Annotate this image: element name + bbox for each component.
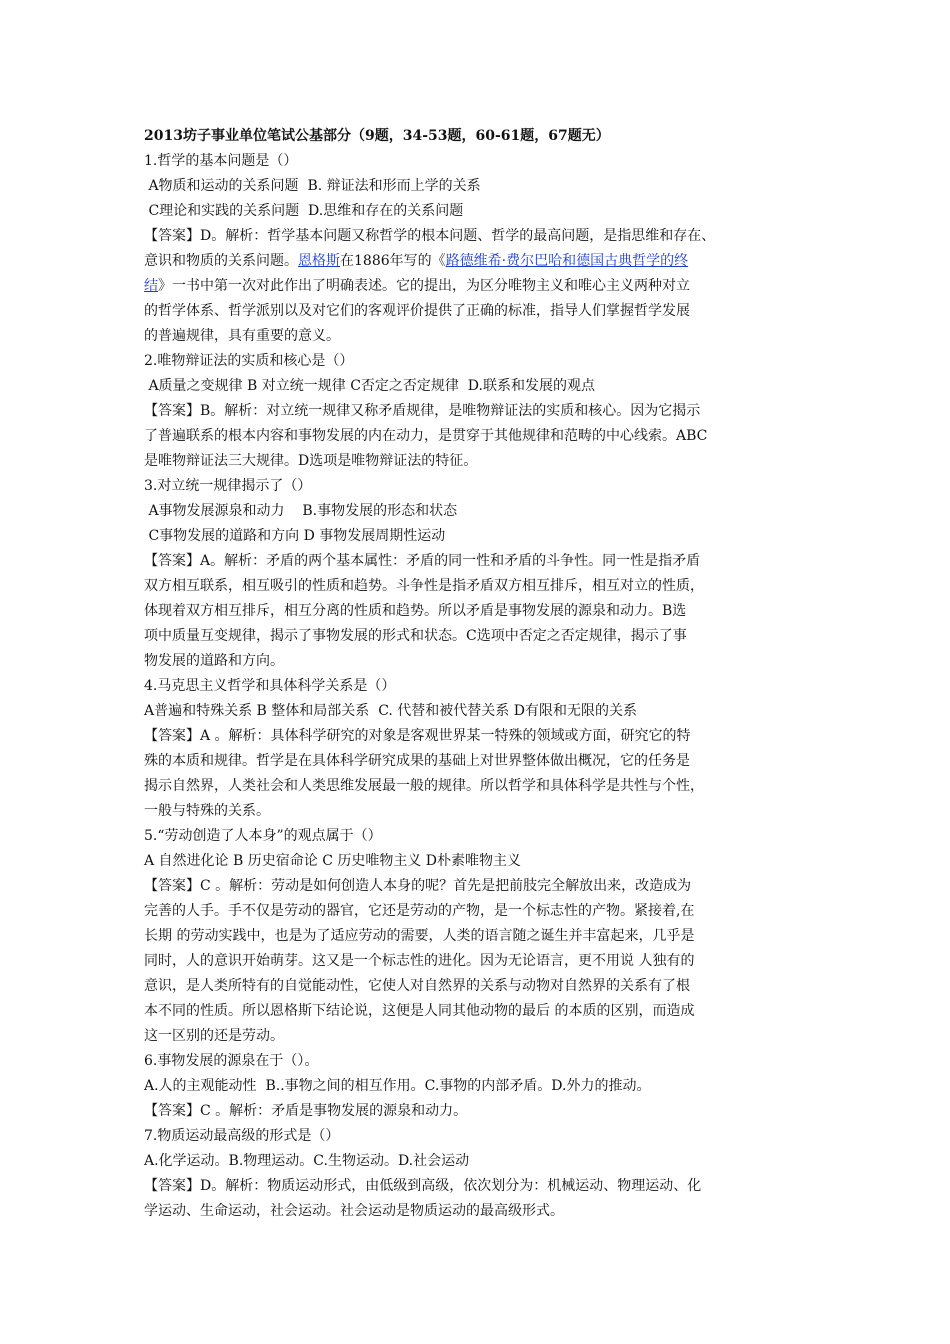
text-fragment: 》一书中第一次对此作出了明确表述。它的提出，为区分唯物主义和唯心主义两种对立 xyxy=(158,278,690,294)
question-6-options: A.人的主观能动性 B..事物之间的相互作用。C.事物的内部矛盾。D.外力的推动。 xyxy=(144,1078,651,1094)
question-1-stem: 1.哲学的基本问题是（） xyxy=(144,153,298,169)
question-1-answer: 【答案】D。解析：哲学基本问题又称哲学的根本问题、哲学的最高问题，是指思维和存在、 xyxy=(144,228,716,244)
question-5-stem: 5.“劳动创造了人本身”的观点属于（） xyxy=(144,828,382,844)
question-6-stem: 6.事物发展的源泉在于（）。 xyxy=(144,1053,319,1069)
question-1-options-ab: A物质和运动的关系问题 B. 辩证法和形而上学的关系 xyxy=(144,178,481,194)
text-line: 殊的本质和规律。哲学是在具体科学研究成果的基础上对世界整体做出概况，它的任务是 xyxy=(144,753,690,769)
text-line: 是唯物辩证法三大规律。D选项是唯物辩证法的特征。 xyxy=(144,453,478,469)
question-7-stem: 7.物质运动最高级的形式是（） xyxy=(144,1128,340,1144)
question-3-answer: 【答案】A。解析：矛盾的两个基本属性：矛盾的同一性和矛盾的斗争性。同一性是指矛盾 xyxy=(144,553,701,569)
text-line: 揭示自然界，人类社会和人类思维发展最一般的规律。所以哲学和具体科学是共性与个性， xyxy=(144,778,704,794)
question-5-options: A 自然进化论 B 历史宿命论 C 历史唯物主义 D朴素唯物主义 xyxy=(144,853,522,869)
text-line: 一般与特殊的关系。 xyxy=(144,803,270,819)
text-fragment: 意识和物质的关系问题。 xyxy=(144,253,298,269)
question-2-stem: 2.唯物辩证法的实质和核心是（） xyxy=(144,353,354,369)
question-3-stem: 3.对立统一规律揭示了（） xyxy=(144,478,312,494)
text-fragment: 在1886年写的《 xyxy=(340,253,446,269)
question-2-answer: 【答案】B。解析：对立统一规律又称矛盾规律，是唯物辩证法的实质和核心。因为它揭示 xyxy=(144,403,701,419)
text-line: 项中质量互变规律，揭示了事物发展的形式和状态。C选项中否定之否定规律，揭示了事 xyxy=(144,628,687,644)
text-line: 的哲学体系、哲学派别以及对它们的客观评价提供了正确的标准，指导人们掌握哲学发展 xyxy=(144,303,690,319)
text-line: 双方相互联系，相互吸引的性质和趋势。斗争性是指矛盾双方相互排斥，相互对立的性质， xyxy=(144,578,704,594)
question-1-answer-cont xyxy=(144,249,816,274)
document-title: 2013坊子事业单位笔试公基部分（9题，34-53题，60-61题，67题无） xyxy=(144,128,610,144)
question-1-options-cd: C理论和实践的关系问题 D.思维和存在的关系问题 xyxy=(144,203,464,219)
text-line: 长期 的劳动实践中，也是为了适应劳动的需要，人类的语言随之诞生并丰富起来，几乎是 xyxy=(144,928,695,944)
text-line: 了普遍联系的根本内容和事物发展的内在动力，是贯穿于其他规律和范畴的中心线索。ABC xyxy=(144,428,708,444)
text-line: 完善的人手。手不仅是劳动的器官，它还是劳动的产物，是一个标志性的产物。紧接着,在 xyxy=(144,903,695,919)
question-1-answer-cont xyxy=(144,274,816,299)
question-4-options: A普遍和特殊关系 B 整体和局部关系 C. 代替和被代替关系 D有限和无限的关系 xyxy=(144,703,637,719)
text-line: 意识，是人类所特有的自觉能动性，它使人对自然界的关系与动物对自然界的关系有了根 xyxy=(144,978,690,994)
question-7-answer: 【答案】D。解析：物质运动形式，由低级到高级，依次划分为：机械运动、物理运动、化 xyxy=(144,1178,702,1194)
question-6-answer: 【答案】C 。解析：矛盾是事物发展的源泉和动力。 xyxy=(144,1103,468,1119)
text-line: 学运动、生命运动，社会运动。社会运动是物质运动的最高级形式。 xyxy=(144,1203,564,1219)
document-page xyxy=(144,124,816,1224)
text-line: 本不同的性质。所以恩格斯下结论说，这便是人同其他动物的最后 的本质的区别，而造成 xyxy=(144,1003,695,1019)
question-4-stem: 4.马克思主义哲学和具体科学关系是（） xyxy=(144,678,396,694)
text-line: 体现着双方相互排斥，相互分离的性质和趋势。所以矛盾是事物发展的源泉和动力。B选 xyxy=(144,603,687,619)
question-3-options-ab: A事物发展源泉和动力 B.事物发展的形态和状态 xyxy=(144,503,458,519)
text-line: 物发展的道路和方向。 xyxy=(144,653,284,669)
text-line: 这一区别的还是劳动。 xyxy=(144,1028,284,1044)
engels-link[interactable]: 恩格斯 xyxy=(298,253,340,269)
feuerbach-book-link-end[interactable]: 结 xyxy=(144,278,158,294)
question-4-answer: 【答案】A 。解析：具体科学研究的对象是客观世界某一特殊的领域或方面，研究它的特 xyxy=(144,728,691,744)
text-line: 的普遍规律，具有重要的意义。 xyxy=(144,328,340,344)
question-2-options: A质量之变规律 B 对立统一规律 C否定之否定规律 D.联系和发展的观点 xyxy=(144,378,595,394)
text-line: 同时，人的意识开始萌芽。这又是一个标志性的进化。因为无论语言，更不用说 人独有的 xyxy=(144,953,695,969)
question-7-options: A.化学运动。B.物理运动。C.生物运动。D.社会运动 xyxy=(144,1153,470,1169)
feuerbach-book-link[interactable]: 路德维希·费尔巴哈和德国古典哲学的终 xyxy=(445,253,689,269)
question-5-answer: 【答案】C 。解析：劳动是如何创造人本身的呢？首先是把前肢完全解放出来，改造成为 xyxy=(144,878,692,894)
question-3-options-cd: C事物发展的道路和方向 D 事物发展周期性运动 xyxy=(144,528,446,544)
